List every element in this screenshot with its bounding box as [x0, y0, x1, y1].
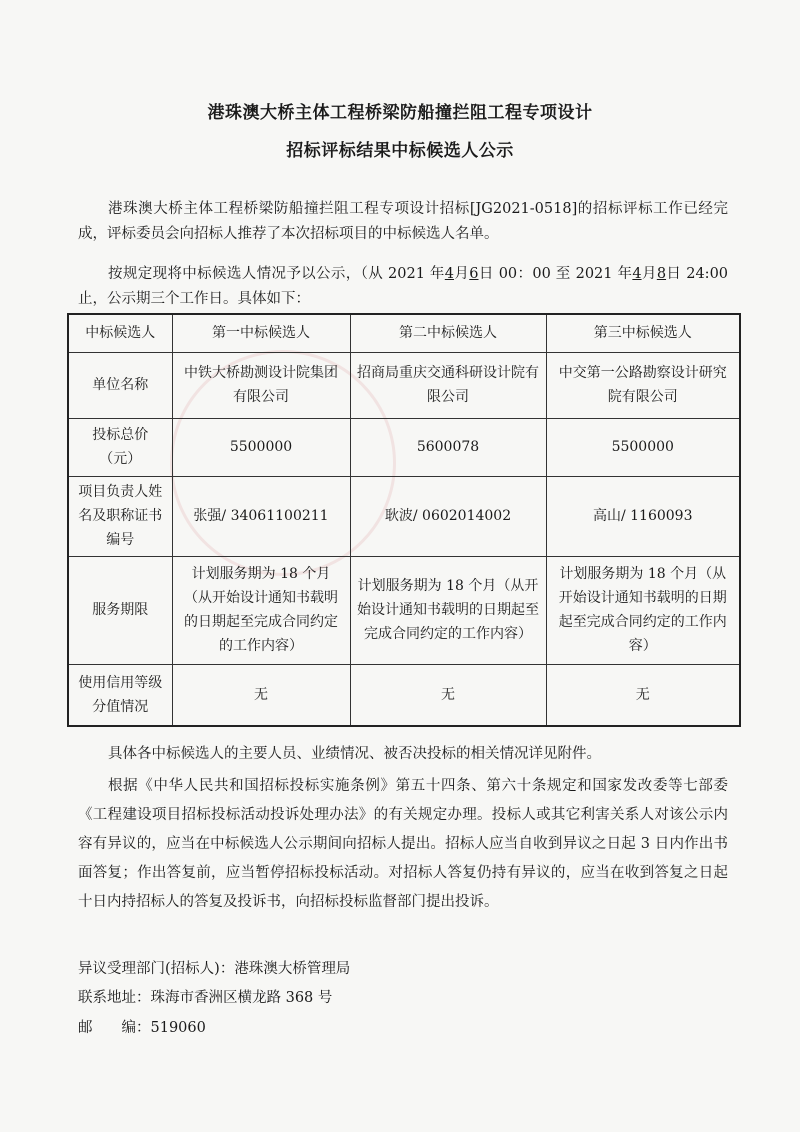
- row-label: 投标总价（元）: [68, 418, 172, 476]
- objection-paragraph: 根据《中华人民共和国招标投标实施条例》第五十四条、第六十条规定和国家发改委等七部委《工程建设项目招标投标活动投诉处理办法》的有关规定办理。投标人或其它利害关系人对该公示内容有异议的，应当在中标候选人公示期间向招标人提出。招标人应当自收到异议之日起 3 日内作出书面答复；作出答复前，应当暂停招标投标活动。对招标人答复仍持有异议的，应当在收到答复之日起十日内持招标人的答复及投诉书，向招标投标监督部门提出投诉。: [78, 778, 728, 910]
- cell-manager: 高山/ 1160093: [546, 476, 740, 556]
- cell-credit: 无: [350, 664, 546, 726]
- table-row: [68, 352, 740, 418]
- row-label: 服务期限: [68, 556, 172, 664]
- cell-manager: 张强/ 34061100211: [172, 476, 350, 556]
- row-label: 项目负责人姓名及职称证书编号: [68, 476, 172, 556]
- table-header-row: [68, 314, 740, 352]
- cell-credit: 无: [172, 664, 350, 726]
- page-subtitle: 招标评标结果中标候选人公示: [286, 141, 514, 161]
- attachment-note: 具体各中标候选人的主要人员、业绩情况、被否决投标的相关情况详见附件。: [108, 746, 601, 762]
- cell-company: 招商局重庆交通科研设计院有限公司: [350, 352, 546, 418]
- cell-credit: 无: [546, 664, 740, 726]
- table-row: [68, 556, 740, 664]
- table-row: [68, 664, 740, 726]
- header-cell: 第一中标候选人: [172, 314, 350, 352]
- end-month: 4: [632, 266, 642, 282]
- start-day: 6: [469, 266, 479, 282]
- header-cell: 中标候选人: [68, 314, 172, 352]
- cell-price: 5500000: [546, 418, 740, 476]
- page-title: 港珠澳大桥主体工程桥梁防船撞拦阻工程专项设计: [207, 103, 593, 123]
- end-day: 8: [656, 266, 667, 282]
- cell-service-period: 计划服务期为 18 个月（从开始设计通知书载明的日期起至完成合同约定的工作内容）: [350, 556, 546, 664]
- contact-address: 联系地址：珠海市香洲区横龙路 368 号: [78, 990, 333, 1006]
- row-label: 使用信用等级分值情况: [68, 664, 172, 726]
- row-label: 单位名称: [68, 352, 172, 418]
- publicity-period-paragraph: 按规定现将中标候选人情况予以公示，（从 2021 年4月6日 00：00 至 2021 年4月8日 24:00 止，公示期三个工作日。具体如下：: [78, 266, 729, 307]
- table-row: [68, 476, 740, 556]
- cell-company: 中交第一公路勘察设计研究院有限公司: [546, 352, 740, 418]
- header-cell: 第二中标候选人: [350, 314, 546, 352]
- intro-paragraph: 港珠澳大桥主体工程桥梁防船撞拦阻工程专项设计招标[JG2021-0518]的招标评标工作已经完成，评标委员会向招标人推荐了本次招标项目的中标候选人名单。: [78, 201, 728, 242]
- contact-dept: 异议受理部门(招标人)：港珠澳大桥管理局: [78, 961, 351, 977]
- cell-service-period: 计划服务期为 18 个月（从开始设计通知书载明的日期起至完成合同约定的工作内容）: [172, 556, 350, 664]
- cell-price: 5600078: [350, 418, 546, 476]
- cell-price: 5500000: [172, 418, 350, 476]
- cell-service-period: 计划服务期为 18 个月（从开始设计通知书载明的日期起至完成合同约定的工作内容）: [546, 556, 740, 664]
- candidate-table: [67, 313, 741, 727]
- table-row: [68, 418, 740, 476]
- header-cell: 第三中标候选人: [546, 314, 740, 352]
- start-month: 4: [444, 266, 455, 282]
- cell-manager: 耿波/ 0602014002: [350, 476, 546, 556]
- contact-postcode: 邮 编：519060: [78, 1020, 206, 1036]
- cell-company: 中铁大桥勘测设计院集团有限公司: [172, 352, 350, 418]
